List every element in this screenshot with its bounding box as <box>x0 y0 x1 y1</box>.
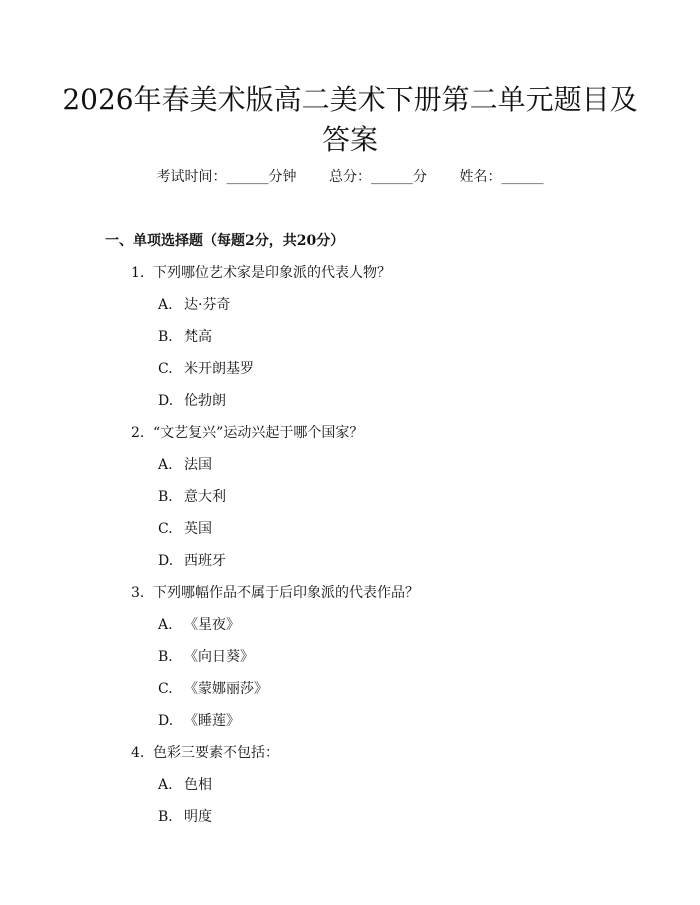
option-text: 《睡莲》 <box>184 713 240 729</box>
option-text: 色相 <box>184 777 212 793</box>
option-text: 达·芬奇 <box>184 297 231 313</box>
option-text: 法国 <box>184 457 212 473</box>
question-2 <box>131 422 363 442</box>
option-label: A. <box>158 617 173 633</box>
option-2a <box>158 454 212 474</box>
exam-name-field: 姓名：______ <box>459 169 544 185</box>
option-1c <box>158 358 254 378</box>
option-label: B. <box>158 329 173 345</box>
option-2b <box>158 486 226 506</box>
option-3d <box>158 710 240 730</box>
option-label: A. <box>158 777 173 793</box>
option-2c <box>158 518 212 538</box>
option-label: D. <box>158 713 174 729</box>
option-4a <box>158 774 212 794</box>
question-text: 色彩三要素不包括： <box>153 745 279 761</box>
option-1d <box>158 390 226 410</box>
option-label: D. <box>158 553 174 569</box>
option-text: 明度 <box>184 809 212 825</box>
question-3 <box>131 582 419 602</box>
question-number: 1. <box>131 265 145 281</box>
option-label: C. <box>158 361 173 377</box>
option-text: 米开朗基罗 <box>184 361 254 377</box>
option-text: 《星夜》 <box>184 617 240 633</box>
exam-meta <box>0 166 700 186</box>
option-label: A. <box>158 297 173 313</box>
option-3c <box>158 678 268 698</box>
option-2d <box>158 550 226 570</box>
question-text: “文艺复兴”运动兴起于哪个国家？ <box>153 425 364 441</box>
question-1 <box>131 262 391 282</box>
option-3b <box>158 646 254 666</box>
option-label: A. <box>158 457 173 473</box>
question-4 <box>131 742 279 762</box>
question-number: 4. <box>131 745 145 761</box>
section-heading: 一、单项选择题（每题2分，共20分） <box>105 233 345 249</box>
option-text: 意大利 <box>184 489 226 505</box>
exam-time: 考试时间：______分钟 <box>156 169 297 185</box>
question-text: 下列哪位艺术家是印象派的代表人物？ <box>153 265 391 281</box>
option-label: C. <box>158 681 173 697</box>
option-text: 梵高 <box>184 329 212 345</box>
option-text: 伦勃朗 <box>184 393 226 409</box>
exam-total-score: 总分：______分 <box>329 169 427 185</box>
option-label: B. <box>158 809 173 825</box>
option-label: C. <box>158 521 173 537</box>
option-1b <box>158 326 212 346</box>
option-label: B. <box>158 649 173 665</box>
option-3a <box>158 614 240 634</box>
question-number: 2. <box>131 425 145 441</box>
option-1a <box>158 294 230 314</box>
option-4b <box>158 806 212 826</box>
option-text: 英国 <box>184 521 212 537</box>
question-text: 下列哪幅作品不属于后印象派的代表作品？ <box>153 585 419 601</box>
option-text: 《向日葵》 <box>184 649 254 665</box>
option-label: B. <box>158 489 173 505</box>
option-label: D. <box>158 393 174 409</box>
option-text: 西班牙 <box>184 553 226 569</box>
page-title: 2026年春美术版高二美术下册第二单元题目及答案 <box>62 83 638 156</box>
option-text: 《蒙娜丽莎》 <box>184 681 268 697</box>
question-number: 3. <box>131 585 145 601</box>
